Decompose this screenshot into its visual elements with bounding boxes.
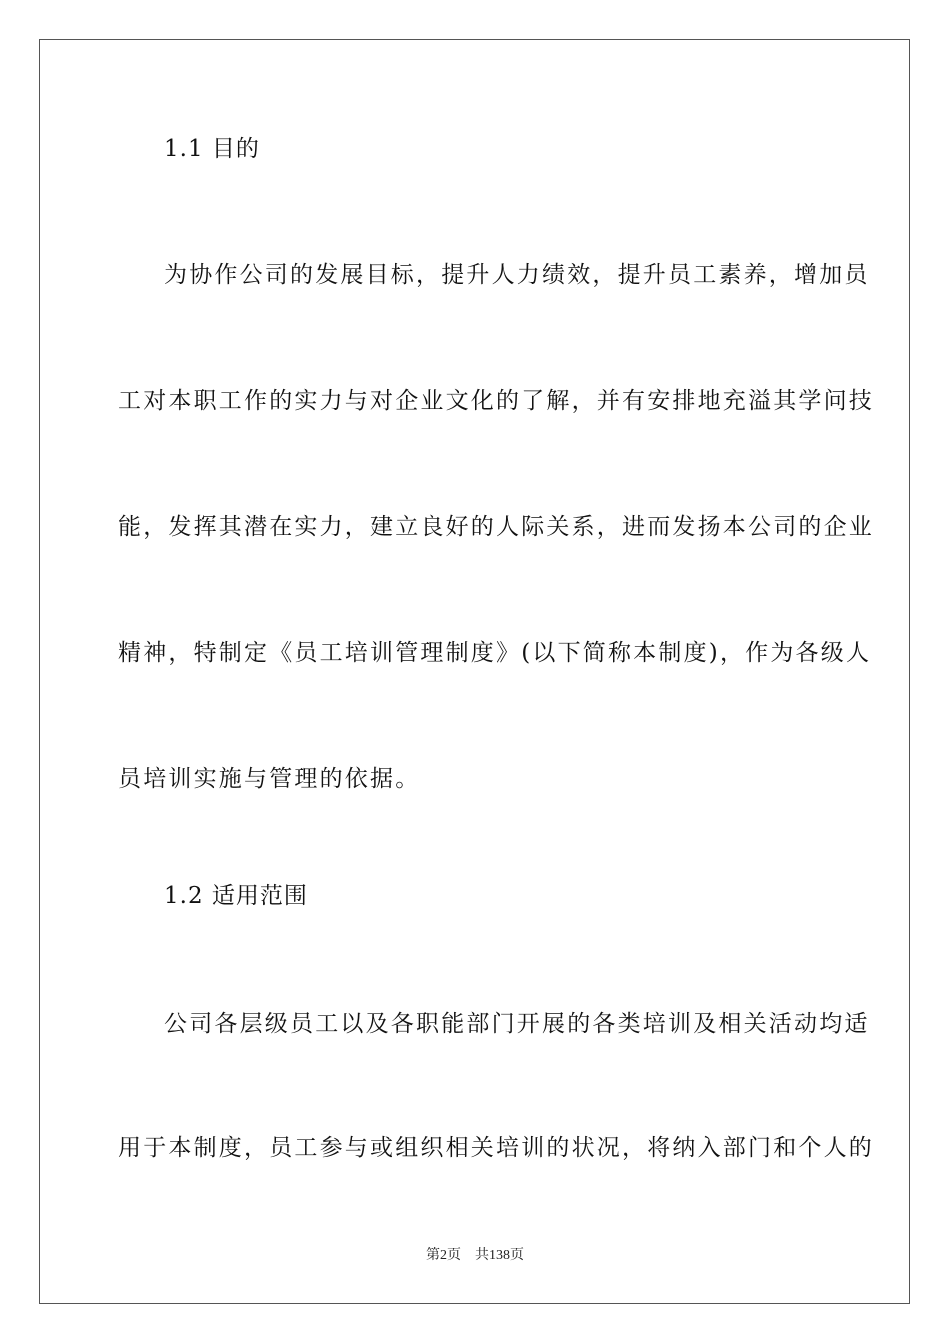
section-heading-scope: 1.2 适用范围 bbox=[164, 883, 308, 909]
paragraph-line: 用于本制度，员工参与或组织相关培训的状况，将纳入部门和个人的 bbox=[118, 1135, 874, 1161]
paragraph-line: 能，发挥其潜在实力，建立良好的人际关系，进而发扬本公司的企业 bbox=[118, 514, 874, 540]
page-total: 共138页 bbox=[475, 1248, 524, 1263]
paragraph-line: 精神，特制定《员工培训管理制度》(以下简称本制度)，作为各级人 bbox=[118, 640, 872, 666]
page-frame bbox=[39, 39, 910, 1304]
paragraph-line: 员培训实施与管理的依据。 bbox=[118, 766, 421, 792]
page-number: 第2页 bbox=[426, 1248, 461, 1263]
paragraph-line: 为协作公司的发展目标，提升人力绩效，提升员工素养，增加员 bbox=[164, 262, 870, 288]
paragraph-line: 公司各层级员工以及各职能部门开展的各类培训及相关活动均适 bbox=[164, 1011, 870, 1037]
paragraph-line: 工对本职工作的实力与对企业文化的了解，并有安排地充溢其学问技 bbox=[118, 388, 874, 414]
page-footer bbox=[0, 1247, 950, 1265]
section-heading-purpose: 1.1 目的 bbox=[164, 136, 260, 162]
